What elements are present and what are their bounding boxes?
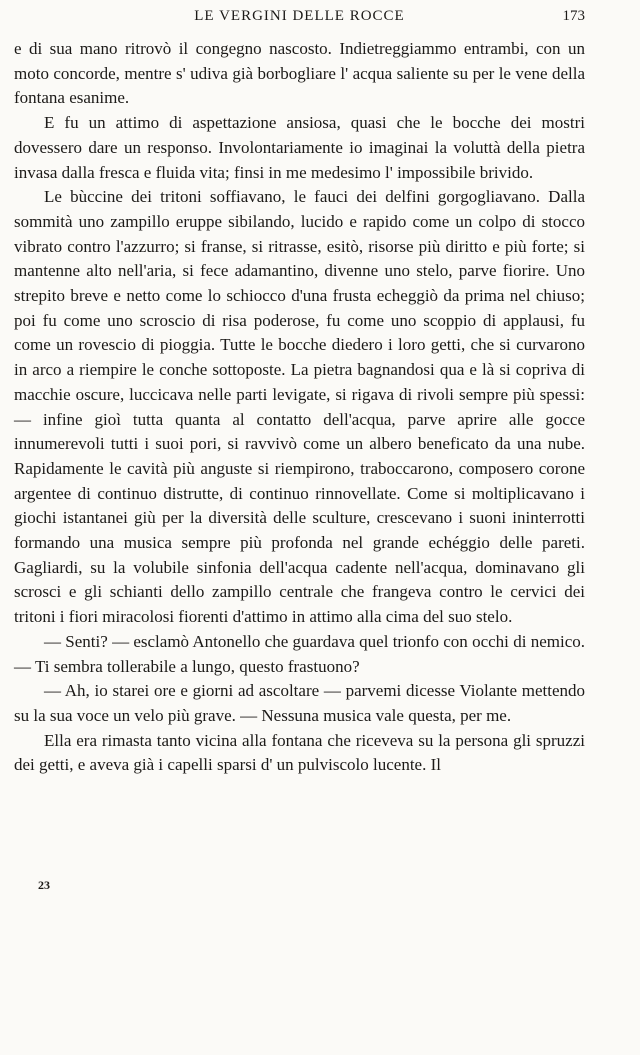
signature-mark: 23	[38, 878, 50, 892]
body-text	[14, 37, 585, 778]
running-title: LE VERGINI DELLE ROCCE	[194, 8, 405, 24]
paragraph-continuation: e di sua mano ritrovò il congegno nascosto. Indietreggiammo entrambi, con un moto concorde, mentre s' udiva già borbogliare l' acqua saliente su per le vene della fontana esanime.	[14, 39, 585, 108]
page-number: 173	[562, 8, 585, 24]
paragraph: E fu un attimo di aspettazione ansiosa, quasi che le bocche dei mostri dovessero dare un responso. Involontariamente io imaginai la voluttà della pietra invasa dalla fresca e fluida vita; finsi in me medesimo l' impossibile brivido.	[14, 113, 585, 182]
paragraph-dialogue: — Senti? — esclamò Antonello che guardava quel trionfo con occhi di nemico. — Ti sembra tollerabile a lungo, questo frastuono?	[14, 631, 585, 676]
page-header	[14, 8, 585, 30]
paragraph: Ella era rimasta tanto vicina alla fontana che riceveva su la persona gli spruzzi dei getti, e aveva già i capelli sparsi d' un pulviscolo lucente. Il	[14, 730, 585, 775]
paragraph: Le bùccine dei tritoni soffiavano, le fauci dei delfini gorgogliavano. Dalla sommità uno zampillo eruppe sibilando, lucido e rapido come un colpo di stocco vibrato contro l'azzurro; si franse, si ritrasse, esitò, risorse più diritto e più forte; si mantenne alto nell'aria, si fece adamantino, divenne uno stelo, parve fiorire. Uno strepito breve e netto come lo schiocco d'una frusta echeggiò da prima nel chiuso; poi fu come uno scroscio di risa poderose, fu come uno scoppio di applausi, fu come un rovescio di pioggia. Tutte le bocche diedero i loro getti, che si curvarono in arco a riempire le conche sottoposte. La pietra bagnandosi qua e là si copriva di macchie oscure, luccicava nelle parti levigate, si rigava di rivoli sempre più spessi: — infine gioì tutta quanta al contatto dell'acqua, parve aprire alle gocce innumerevoli tutti i suoi pori, si ravvivò come un albero beneficato da una nube. Rapidamente le cavità più anguste si riempirono, traboccarono, composero corone argentee di continuo distrutte, di continuo rinnovellate. Come si moltiplicavano i giochi istantanei giù per la diversità delle sculture, crescevano i suoni ininterrotti formando una musica sempre più profonda nel grande echéggio delle pareti. Gagliardi, su la volubile sinfonia dell'acqua cadente nell'acqua, dominavano gli scrosci e gli schianti dello zampillo centrale che frangeva contro le cervici dei tritoni i fiori miracolosi fiorenti d'attimo in attimo alla cima del suo stelo.	[14, 187, 585, 627]
paragraph-dialogue: — Ah, io starei ore e giorni ad ascoltare — parvemi dicesse Violante mettendo su la sua voce un velo più grave. — Nessuna musica vale questa, per me.	[14, 681, 585, 725]
